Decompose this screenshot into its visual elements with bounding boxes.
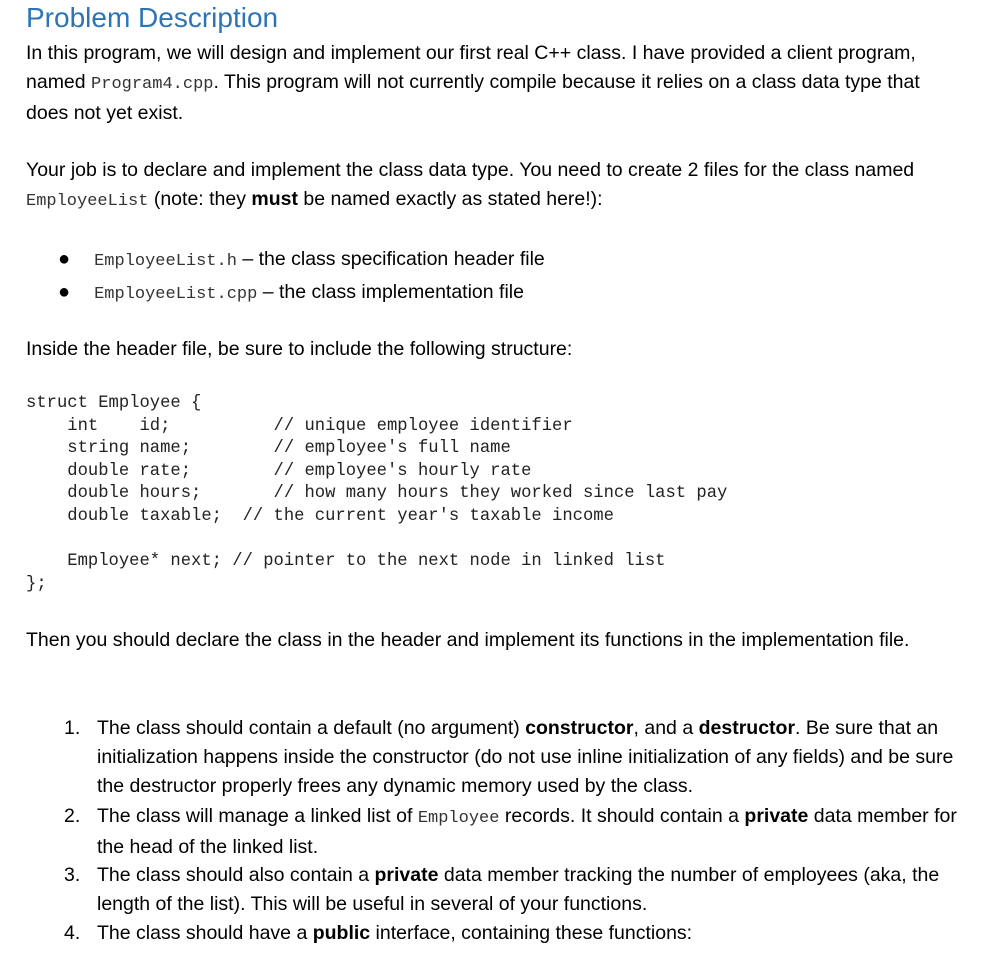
page-title: Problem Description (26, 2, 279, 33)
job-paragraph: Your job is to declare and implement the class data type. You need to create 2 files for the class named EmployeeList (note: they must be named exactly as stated here!): (26, 159, 915, 211)
file-list (58, 244, 545, 310)
list-item: 3. The class should also contain a private data member tracking the number of employees (aka, the length of the list). This will be useful in several of your functions. (64, 864, 940, 915)
bullet-icon: ● (58, 248, 71, 270)
list-item: ● EmployeeList.h – the class specification header file (58, 248, 545, 271)
class-name: EmployeeList (26, 192, 149, 211)
then-paragraph: Then you should declare the class in the header and implement its functions in the implementation file. (26, 629, 910, 651)
list-item: 1. The class should contain a default (no argument) constructor, and a destructor. Be sure that an initialization happens inside the constructor (do not use inline initialization of any fields) and be sure the destructor properly frees any dynamic memory used by the class. (64, 717, 954, 797)
bullet-icon: ● (58, 281, 71, 303)
list-item: 2. The class will manage a linked list of Employee records. It should contain a private data member for the head of the linked list. (64, 805, 957, 858)
intro-paragraph: In this program, we will design and implement our first real C++ class. I have provided a client program, named Program4.cpp. This program will not currently compile because it relies on a class data type that does not yet exist. (26, 42, 920, 124)
struct-code-block: struct Employee { int id; // unique employee identifier string name; // employee's full name double rate; // employee's hourly rate double hours; // how many hours they worked since last pay double taxable; // the current year's taxable income Employee* next; // pointer to the next node in linked list }; (26, 394, 728, 594)
program-filename: Program4.cpp (91, 75, 214, 94)
header-note: Inside the header file, be sure to include the following structure: (26, 338, 573, 360)
list-item: 4. The class should have a public interface, containing these functions: (64, 922, 693, 944)
list-item: ● EmployeeList.cpp – the class implementation file (58, 281, 524, 304)
